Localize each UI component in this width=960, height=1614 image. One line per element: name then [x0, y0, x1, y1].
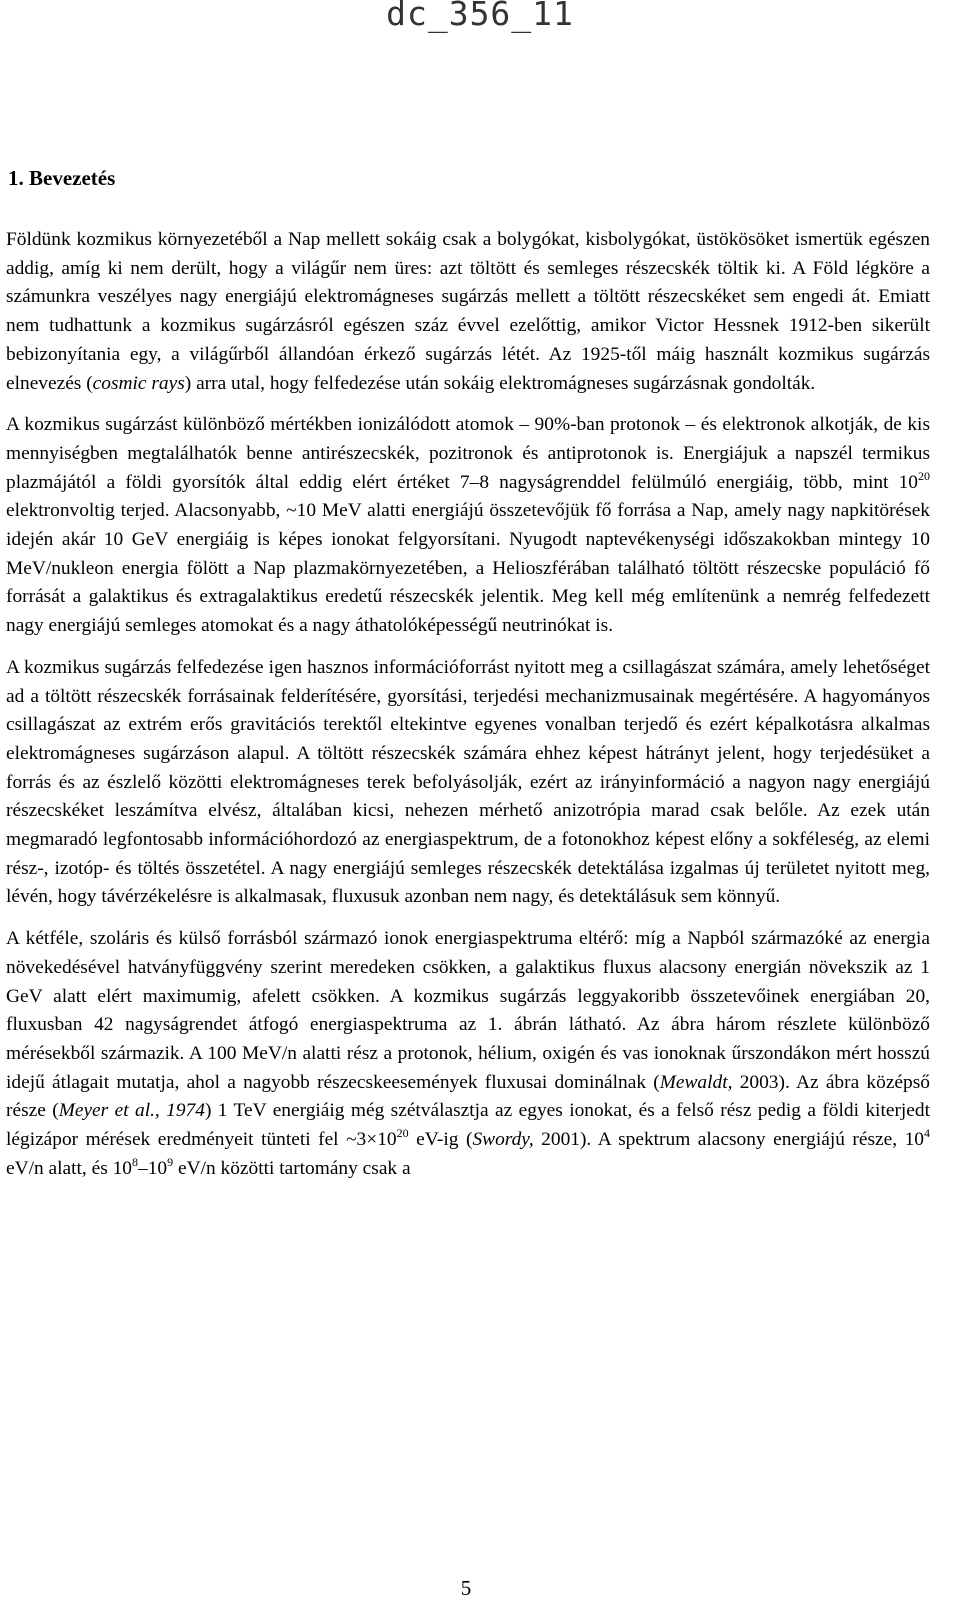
superscript: 20	[396, 1126, 409, 1141]
paragraph-text: 2003). Az ábra középső része (	[6, 1071, 930, 1122]
paragraph-text: ) 1 TeV energiáig még szétválasztja az egyes ionokat, és a felső rész pedig a földi kiterjedt légizápor mérések eredményeit tünteti fel ~3×10	[6, 1100, 930, 1151]
paragraph-4	[6, 925, 930, 1183]
paragraph-3: A kozmikus sugárzás felfedezése igen hasznos információforrást nyitott meg a csillagászat számára, amely lehetőséget ad a töltött részecskék forrásainak felderítésére, gyorsítási, terjedési mechanizmusainak megértésére. A hagyományos csillagászat az extrém erős gravitációs terektől eltekintve egyenes vonalban terjedő és ezért képalkotásra alkalmas elektromágneses sugárzáson alapul. A töltött részecskék számára ehhez képest hátrányt jelent, hogy terjedésüket a forrás és az észlelő közötti elektromágneses terek befolyásolják, ezért az irányinformáció a nagyon nagy energiájú részecskéket leszámítva elvész, általában kicsi, nehezen mérhető anizotrópia marad csak belőle. Az ezek után megmaradó legfontosabb információhordozó az energiaspektrum, de a fotonokhoz képest előny a sokféleség, az elemi rész-, izotóp- és töltés összetétel. A nagy energiájú semleges részecskék detektálása izgalmas új területet nyitott meg, lévén, hogy távérzékelésre is alkalmasak, fluxusuk azonban nem nagy, és detektálásuk sem könnyű.	[6, 656, 930, 908]
paragraph-text: ) arra utal, hogy felfedezése után sokáig elektromágneses sugárzásnak gondolták.	[184, 372, 816, 394]
superscript: 4	[924, 1126, 930, 1141]
body-text	[6, 226, 930, 1197]
citation-author: Swordy,	[472, 1129, 534, 1151]
paragraph-text: A kozmikus sugárzást különböző mértékben ionizálódott atomok – 90%-ban protonok – és elektronok alkotják, de kis mennyiségben megtalálhatók benne antirészecskék, pozitronok és antiprotonok is. Energiájuk a napszél termikus plazmájától a földi gyorsítók által eddig elért értéket 7–8 nagyságrenddel felülmúló energiáig, több, mint 10	[6, 414, 930, 493]
citation-author: Mewaldt,	[659, 1071, 733, 1093]
superscript: 9	[167, 1154, 174, 1169]
paragraph-text: elektronvoltig terjed. Alacsonyabb, ~10 MeV alatti energiájú összetevőjük fő forrása a Nap, amely nagy napkitörések idején akár 10 GeV energiáig is képes ionokat felgyorsítani. Nyugodt naptevékenységi időszakokban mintegy 10 MeV/nukleon energia fölött a Nap plazmakörnyezetében, a Helioszférában található töltött részecske populáció fő forrását a galaktikus és extragalaktikus eredetű részecskék jelentik. Meg kell még említenünk a nemrég felfedezett nagy energiájú semleges atomokat és a nagy áthatolóképességű neutrinókat is.	[6, 500, 930, 637]
italic-term: cosmic rays	[92, 372, 185, 394]
superscript: 8	[132, 1154, 139, 1169]
document-id-header: dc_356_11	[386, 0, 574, 33]
page-number: 5	[460, 1576, 472, 1600]
paragraph-text: –10	[138, 1157, 168, 1179]
paragraph-text: 2001). A spektrum alacsony energiájú része, 10	[533, 1129, 924, 1151]
paragraph-text: Földünk kozmikus környezetéből a Nap mellett sokáig csak a bolygókat, kisbolygókat, üstökösöket ismertük egészen addig, amíg ki nem derült, hogy a világűr nem üres: azt töltött és semleges részecskék töltik ki. A Föld légköre a számunkra veszélyes nagy energiájú elektromágneses sugárzás mellett a töltött részecskéket sem engedi át. Emiatt nem tudhattunk a kozmikus sugárzásról egészen száz évvel ezelőttig, amikor Victor Hessnek 1912-ben sikerült bebizonyítania egy, a világűrből állandóan érkező sugárzás létét. Az 1925-től máig használt kozmikus sugárzás elnevezés (	[6, 229, 930, 394]
citation-author: Meyer et al., 1974	[58, 1100, 205, 1122]
section-title: 1. Bevezetés	[8, 166, 116, 190]
paragraph-2	[6, 411, 930, 641]
paragraph-text: A kétféle, szoláris és külső forrásból származó ionok energiaspektruma eltérő: míg a Napból származóké az energia növekedésével hatványfüggvény szerint meredeken csökken, a galaktikus fluxus alacsony energián növekszik az 1 GeV alatt elért maximumig, afelett csökken. A kozmikus sugárzás leggyakoribb összetevőinek energiában 20, fluxusban 42 nagyságrendet átfogó energiaspektruma az 1. ábrán látható. Az ábra három részlete különböző mérésekből származik. A 100 MeV/n alatti rész a protonok, hélium, oxigén és vas ionoknak űrszondákon mért hosszú idejű átlagait mutatja, ahol a nagyobb részecskeesemények fluxusai dominálnak (	[6, 928, 930, 1093]
paragraph-text: eV-ig (	[408, 1129, 473, 1151]
superscript: 20	[918, 468, 930, 483]
paragraph-1	[6, 226, 930, 398]
paragraph-text: eV/n közötti tartomány csak a	[173, 1157, 411, 1179]
paragraph-text: eV/n alatt, és 10	[6, 1157, 133, 1179]
